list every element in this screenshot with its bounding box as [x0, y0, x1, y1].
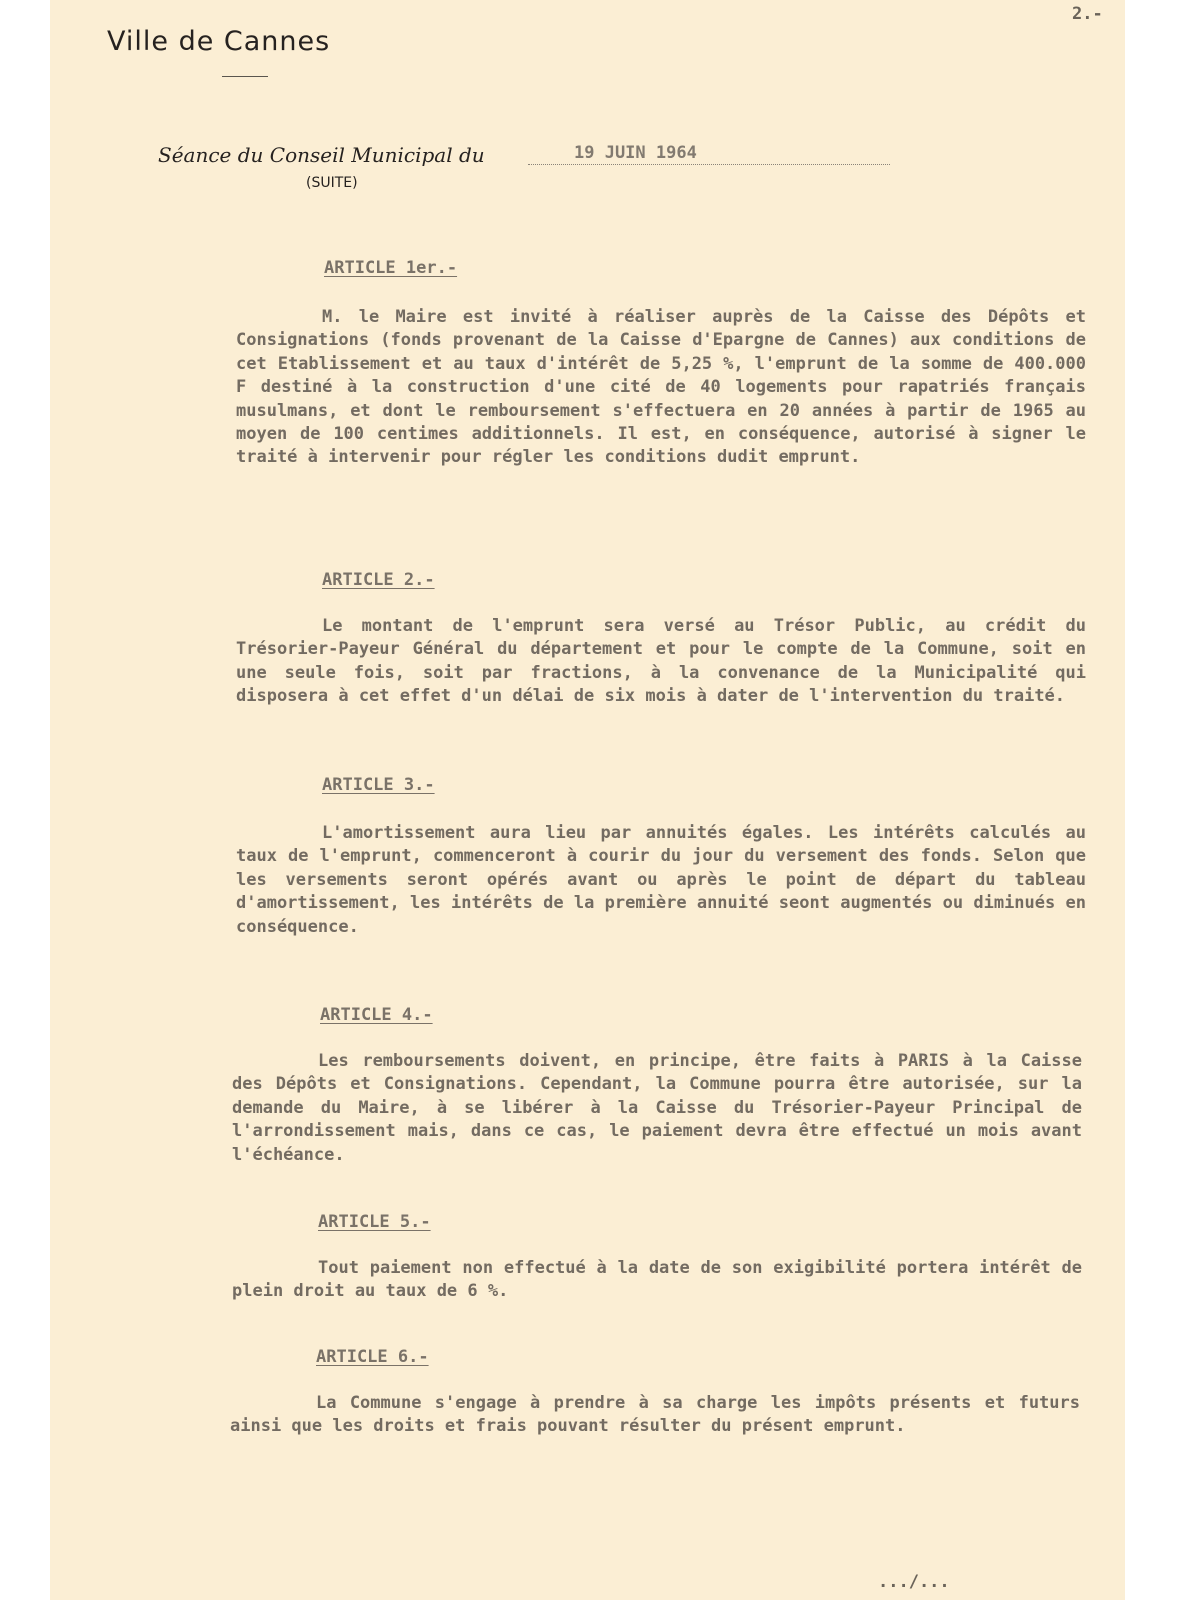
suite-label: (SUITE)	[306, 175, 358, 191]
article-2-heading: ARTICLE 2.-	[322, 570, 435, 590]
article-5-body: Tout paiement non effectué à la date de son exigibilité portera intérêt de plein droit au taux de 6 %.	[232, 1258, 1082, 1302]
article-1-heading: ARTICLE 1er.-	[324, 258, 458, 278]
continuation-mark: .../...	[878, 1572, 950, 1592]
scan-margin	[0, 0, 50, 1600]
article-6-body: La Commune s'engage à prendre à sa charge les impôts présents et futurs ainsi que les droits et frais pouvant résulter du présent emprunt.	[230, 1393, 1080, 1437]
session-date-line	[528, 164, 890, 165]
article-3-body: L'amortissement aura lieu par annuités égales. Les intérêts calculés au taux de l'emprunt, commenceront à courir du jour du versement des fonds. Selon que les versements seront opérés avant ou après le point de départ du tableau d'amortissement, les intérêts de la première annuité seont augmentés ou diminués en conséquence.	[236, 823, 1086, 937]
letterhead-rule	[222, 76, 268, 77]
article-4-heading: ARTICLE 4.-	[320, 1005, 433, 1025]
article-4-body: Les remboursements doivent, en principe, être faits à PARIS à la Caisse des Dépôts et Consignations. Cependant, la Commune pourra être autorisée, sur la demande du Maire, à se libérer à la Caisse du Trésorier-Payeur Principal de l'arrondissement mais, dans ce cas, le paiement devra être effectué un mois avant l'échéance.	[232, 1051, 1082, 1165]
session-date: 19 JUIN 1964	[574, 143, 697, 163]
article-5-heading: ARTICLE 5.-	[318, 1212, 431, 1232]
letterhead-title: Ville de Cannes	[107, 26, 331, 57]
session-label: Séance du Conseil Municipal du	[158, 143, 485, 167]
article-3-heading: ARTICLE 3.-	[322, 775, 435, 795]
article-2-body: Le montant de l'emprunt sera versé au Trésor Public, au crédit du Trésorier-Payeur Général du département et pour le compte de la Commune, soit en une seule fois, soit par fractions, à la convenance de la Municipalité qui disposera à cet effet d'un délai de six mois à dater de l'intervention du traité.	[236, 616, 1086, 707]
document-page	[50, 0, 1125, 1600]
article-6-heading: ARTICLE 6.-	[316, 1347, 429, 1367]
page-number: 2.-	[1072, 4, 1103, 24]
article-1-body: M. le Maire est invité à réaliser auprès de la Caisse des Dépôts et Consignations (fonds provenant de la Caisse d'Epargne de Cannes) aux conditions de cet Etablissement et au taux d'intérêt de 5,25 %, l'emprunt de la somme de 400.000 F destiné à la construction d'une cité de 40 logements pour rapatriés français musulmans, et dont le remboursement s'effectuera en 20 années à partir de 1965 au moyen de 100 centimes additionnels. Il est, en conséquence, autorisé à signer le traité à intervenir pour régler les conditions dudit emprunt.	[236, 307, 1086, 468]
